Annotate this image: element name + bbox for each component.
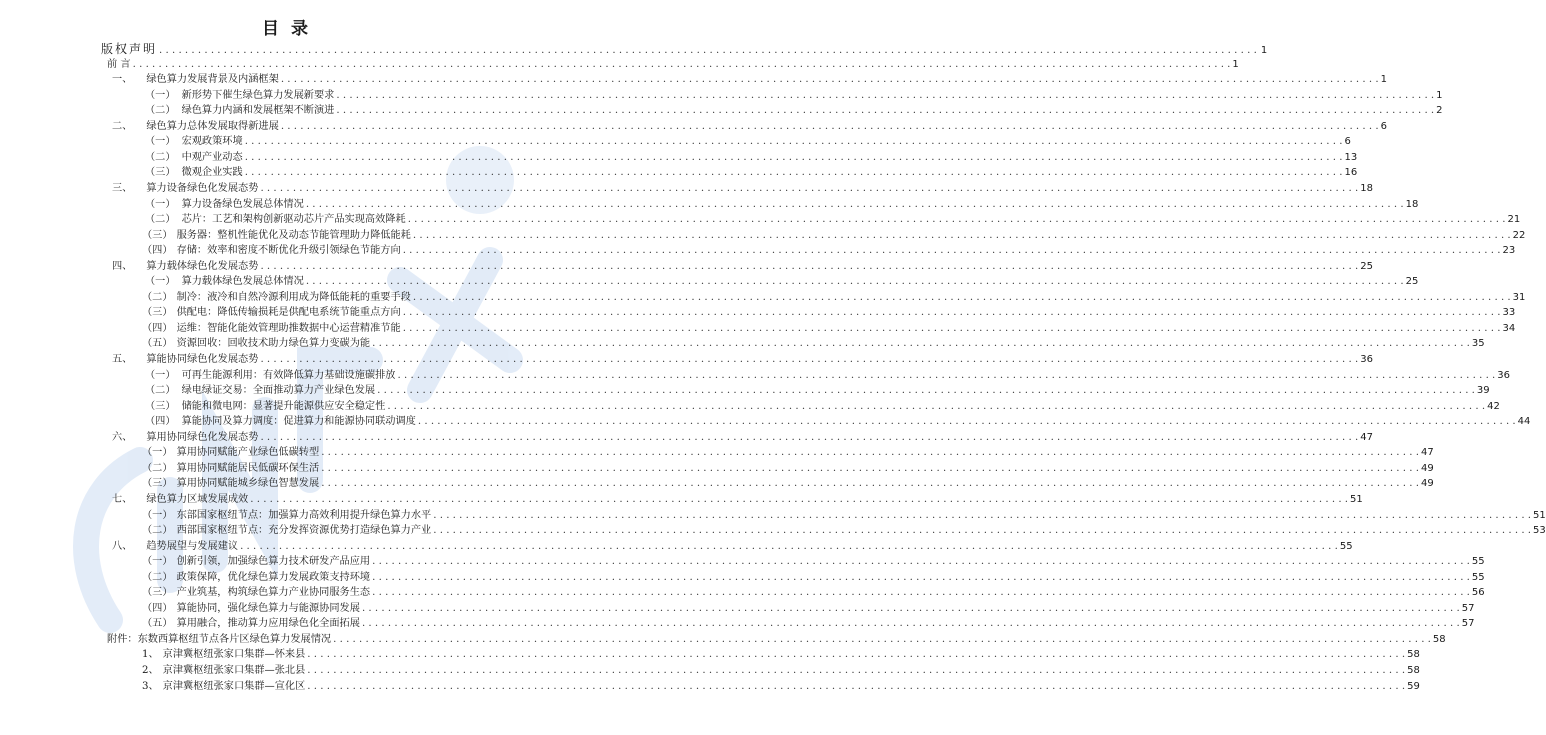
toc-entry[interactable] xyxy=(142,680,1420,694)
toc-entry[interactable] xyxy=(112,540,1353,554)
toc-leader-dots xyxy=(307,648,1405,662)
toc-page-number: 21 xyxy=(1507,214,1521,226)
toc-entry-number: （四） xyxy=(142,602,173,614)
toc-entry[interactable] xyxy=(142,244,1516,258)
toc-entry[interactable] xyxy=(145,369,1511,383)
toc-page-number: 6 xyxy=(1380,120,1387,132)
toc-entry[interactable] xyxy=(145,198,1419,212)
toc-entry[interactable] xyxy=(145,104,1443,118)
toc-entry-title: 算力载体绿色化发展态势 xyxy=(146,260,259,272)
toc-entry-number: 一、 xyxy=(112,74,133,86)
toc-entry[interactable] xyxy=(142,477,1434,491)
toc-page-number: 56 xyxy=(1471,587,1485,599)
toc-entry[interactable] xyxy=(142,664,1420,678)
toc-entry[interactable] xyxy=(107,58,1239,72)
toc-row[interactable] xyxy=(0,166,1358,180)
toc-page-number: 42 xyxy=(1487,400,1500,412)
toc-page-number: 25 xyxy=(1360,260,1373,272)
toc-leader-dots xyxy=(245,166,1343,180)
toc-row[interactable] xyxy=(0,337,1485,351)
toc-leader-dots xyxy=(321,462,1419,476)
toc-entry-number: 2、 xyxy=(142,665,159,676)
toc-entry-title: 前 言 xyxy=(107,58,131,70)
toc-entry-title: 宏观政策环境 xyxy=(181,136,243,148)
toc-entry[interactable] xyxy=(142,462,1434,476)
toc-entry-title: 算用协同绿色化发展态势 xyxy=(146,431,259,443)
toc-entry-title: 算力设备绿色化发展态势 xyxy=(146,182,259,194)
toc-leader-dots xyxy=(336,89,1434,103)
toc-row[interactable] xyxy=(0,415,1531,429)
toc-entry-number: （一） xyxy=(145,198,176,210)
toc-entry[interactable] xyxy=(145,384,1490,398)
toc-entry[interactable] xyxy=(107,633,1446,647)
toc-entry-title: 资源回收：回收技术助力绿色算力变碳为能 xyxy=(176,338,371,350)
toc-entry[interactable] xyxy=(142,648,1420,662)
toc-leader-dots xyxy=(433,509,1531,523)
toc-leader-dots xyxy=(333,633,1431,647)
toc-entry-title: 东数西算枢纽节点各片区绿色算力发展情况 xyxy=(137,633,332,645)
toc-entry-number: （五） xyxy=(142,338,173,350)
toc-leader-dots xyxy=(307,664,1405,678)
toc-page-number: 22 xyxy=(1512,229,1526,241)
toc-leader-dots xyxy=(260,431,1358,445)
toc-row[interactable] xyxy=(0,555,1485,569)
toc-row[interactable] xyxy=(0,260,1373,274)
toc-entry[interactable] xyxy=(112,353,1373,367)
toc-entry-number: 四、 xyxy=(112,260,133,272)
toc-leader-dots xyxy=(372,555,1470,569)
toc-row[interactable] xyxy=(0,353,1373,367)
toc-entry-number: 八、 xyxy=(112,540,133,552)
toc-entry-number: 附件： xyxy=(107,633,138,645)
toc-entry[interactable] xyxy=(145,135,1351,149)
toc-entry-title: 趋势展望与发展建议 xyxy=(146,540,239,552)
toc-row[interactable] xyxy=(0,120,1387,134)
toc-row[interactable] xyxy=(0,509,1546,523)
toc-entry-title: 算用协同赋能城乡绿色智慧发展 xyxy=(176,478,320,490)
toc-page-number: 58 xyxy=(1432,633,1446,645)
toc-leader-dots xyxy=(260,353,1358,367)
toc-page-number: 36 xyxy=(1497,369,1511,381)
toc-page-number: 18 xyxy=(1360,182,1373,194)
toc-entry-title: 京津冀枢纽张家口集群—宣化区 xyxy=(162,680,306,692)
toc-page-number: 49 xyxy=(1420,462,1434,474)
toc-leader-dots xyxy=(377,384,1475,398)
toc-entry-number: （一） xyxy=(142,447,173,459)
toc-entry-number: （三） xyxy=(142,587,173,599)
toc-entry-title: 算能协同绿色化发展态势 xyxy=(146,354,259,365)
toc-entry-title: 西部国家枢纽节点：充分发挥资源优势打造绿色算力产业 xyxy=(176,525,432,537)
toc-entry-number: 六、 xyxy=(112,431,133,443)
toc-row[interactable] xyxy=(0,89,1443,103)
toc-entry-number: （二） xyxy=(145,105,176,117)
toc-entry[interactable] xyxy=(112,431,1373,445)
toc-leader-dots xyxy=(321,477,1419,491)
toc-entry-number: （二） xyxy=(142,291,173,303)
toc-entry-title: 可再生能源利用：有效降低算力基础设施碳排放 xyxy=(181,369,396,381)
toc-entry-number: （三） xyxy=(142,478,173,490)
toc-entry[interactable] xyxy=(142,337,1485,351)
toc-leader-dots xyxy=(306,198,1404,212)
toc-entry-number: （三） xyxy=(145,400,176,412)
toc-entry-title: 算用融合，推动算力应用绿色化全面拓展 xyxy=(176,618,360,630)
toc-entry-title: 京津冀枢纽张家口集群—怀来县 xyxy=(162,649,306,661)
toc-entry[interactable] xyxy=(142,291,1526,305)
toc-row[interactable] xyxy=(0,42,1268,56)
toc-leader-dots xyxy=(372,571,1470,585)
toc-entry-number: 三、 xyxy=(112,182,133,194)
toc-entry-number: （一） xyxy=(145,369,176,381)
toc-row[interactable] xyxy=(0,244,1516,258)
toc-page-number: 49 xyxy=(1420,478,1434,490)
toc-entry[interactable] xyxy=(142,617,1475,631)
toc-page-number: 1 xyxy=(1380,74,1387,86)
toc-entry[interactable] xyxy=(112,73,1387,87)
toc-entry[interactable] xyxy=(145,275,1419,289)
toc-entry-number: （一） xyxy=(145,89,176,101)
toc-entry[interactable] xyxy=(142,524,1546,538)
toc-leader-dots xyxy=(336,104,1434,118)
toc-leader-dots xyxy=(362,617,1460,631)
toc-entry-title: 供配电：降低传输损耗是供配电系统节能重点方向 xyxy=(176,307,401,319)
toc-leader-dots xyxy=(260,182,1358,196)
toc-entry[interactable] xyxy=(142,571,1485,585)
toc-entry-title: 绿色算力发展背景及内涵框架 xyxy=(146,74,279,86)
toc-entry-title: 产业筑基，构筑绿色算力产业协同服务生态 xyxy=(176,587,371,599)
toc-entry-title: 版权声明 xyxy=(101,42,158,56)
toc-entry-title: 绿色算力区域发展成效 xyxy=(146,493,249,505)
toc-entry-title: 东部国家枢纽节点：加强算力高效利用提升绿色算力水平 xyxy=(176,509,432,521)
toc-leader-dots xyxy=(260,260,1358,274)
toc-entry-title: 制冷：液冷和自然冷源利用成为降低能耗的重要手段 xyxy=(176,291,411,303)
toc-row[interactable] xyxy=(0,571,1485,585)
toc-entry[interactable] xyxy=(112,260,1373,274)
toc-entry[interactable] xyxy=(142,509,1546,523)
toc-entry-title: 算力载体绿色发展总体情况 xyxy=(181,276,304,288)
toc-page-number: 51 xyxy=(1350,493,1363,505)
toc-entry-number: （一） xyxy=(145,276,176,288)
toc-page-number: 58 xyxy=(1407,665,1420,676)
toc-entry-title: 中观产业动态 xyxy=(181,151,243,163)
toc-entry[interactable] xyxy=(145,151,1358,165)
toc-page-number: 51 xyxy=(1533,509,1546,521)
toc-entry-title: 算能协同及算力调度：促进算力和能源协同联动调度 xyxy=(181,416,416,428)
toc-entry-title: 创新引领，加强绿色算力技术研发产品应用 xyxy=(176,556,371,568)
toc-page-number: 23 xyxy=(1502,245,1516,257)
toc-page-number: 1 xyxy=(1232,58,1239,70)
toc-entry-title: 政策保障，优化绿色算力发展政策支持环境 xyxy=(176,571,371,583)
toc-leader-dots xyxy=(307,680,1405,694)
toc-entry-number: 七、 xyxy=(112,493,133,505)
toc-row[interactable] xyxy=(0,462,1434,476)
toc-leader-dots xyxy=(403,244,1501,258)
toc-entry-number: （五） xyxy=(142,618,173,630)
toc-entry-title: 绿色算力内涵和发展框架不断演进 xyxy=(181,105,335,117)
toc-row[interactable] xyxy=(0,664,1420,678)
toc-entry-title: 微观企业实践 xyxy=(181,167,243,179)
toc-entry-title: 芯片：工艺和架构创新驱动芯片产品实现高效降耗 xyxy=(181,214,406,226)
toc-entry-title: 京津冀枢纽张家口集群—张北县 xyxy=(162,665,306,676)
toc-page-number: 31 xyxy=(1512,291,1526,303)
toc-entry[interactable] xyxy=(101,42,1268,58)
toc-row[interactable] xyxy=(0,306,1516,320)
toc-page-number: 36 xyxy=(1360,354,1373,365)
toc-page-number: 6 xyxy=(1344,136,1351,148)
page-title: 目 录 xyxy=(262,19,311,39)
toc-entry[interactable] xyxy=(142,446,1434,460)
toc-row[interactable] xyxy=(0,446,1434,460)
toc-leader-dots xyxy=(240,540,1338,554)
toc-page-number: 55 xyxy=(1471,571,1485,583)
toc-page-number: 47 xyxy=(1360,431,1373,443)
toc-row[interactable] xyxy=(0,369,1511,383)
toc-entry-number: （一） xyxy=(142,556,173,568)
toc-row[interactable] xyxy=(0,617,1475,631)
toc-row[interactable] xyxy=(0,400,1500,414)
toc-leader-dots xyxy=(433,524,1531,538)
toc-entry-number: （一） xyxy=(142,509,173,521)
toc-page-number: 18 xyxy=(1405,198,1419,210)
toc-row[interactable] xyxy=(0,198,1419,212)
toc-entry-title: 算力设备绿色发展总体情况 xyxy=(181,198,304,210)
toc-page-number: 58 xyxy=(1407,649,1420,661)
toc-row[interactable] xyxy=(0,477,1434,491)
toc-entry-title: 绿电绿证交易：全面推动算力产业绿色发展 xyxy=(181,385,376,397)
toc-entry[interactable] xyxy=(145,89,1443,103)
toc-entry[interactable] xyxy=(142,322,1516,336)
toc-page-number: 44 xyxy=(1517,416,1531,428)
toc-leader-dots xyxy=(413,291,1511,305)
toc-page-number: 47 xyxy=(1420,447,1434,459)
toc-entry-title: 新形势下催生绿色算力发展新要求 xyxy=(181,89,335,101)
toc-leader-dots xyxy=(408,213,1506,227)
toc-page-number: 1 xyxy=(1260,45,1268,56)
toc-entry-number: （二） xyxy=(145,151,176,163)
toc-row[interactable] xyxy=(0,586,1485,600)
toc-page-number: 55 xyxy=(1339,540,1353,552)
toc-leader-dots xyxy=(245,135,1343,149)
toc-page-number: 57 xyxy=(1461,602,1475,614)
toc-row[interactable] xyxy=(0,135,1351,149)
toc-page-number: 1 xyxy=(1436,89,1443,101)
toc-entry-number: （三） xyxy=(145,167,176,179)
toc-entry-number: （二） xyxy=(142,462,173,474)
toc-row[interactable] xyxy=(0,322,1516,336)
toc-entry[interactable] xyxy=(145,400,1500,414)
toc-leader-dots xyxy=(133,58,1231,72)
toc-leader-dots xyxy=(321,446,1419,460)
toc-row[interactable] xyxy=(0,73,1387,87)
toc-page-number: 33 xyxy=(1502,307,1516,319)
toc-row[interactable] xyxy=(0,275,1419,289)
toc-entry[interactable] xyxy=(142,555,1485,569)
toc-row[interactable] xyxy=(0,493,1363,507)
toc-entry-number: （二） xyxy=(142,525,173,537)
toc-leader-dots xyxy=(387,400,1485,414)
toc-entry[interactable] xyxy=(112,493,1363,507)
toc-entry-title: 绿色算力总体发展取得新进展 xyxy=(146,120,279,132)
toc-row[interactable] xyxy=(0,431,1373,445)
toc-page-number: 25 xyxy=(1405,276,1419,288)
toc-row[interactable] xyxy=(0,648,1420,662)
toc-entry[interactable] xyxy=(142,229,1526,243)
toc-entry[interactable] xyxy=(145,166,1358,180)
toc-leader-dots xyxy=(372,586,1470,600)
toc-entry[interactable] xyxy=(145,415,1531,429)
toc-entry-title: 服务器：整机性能优化及动态节能管理助力降低能耗 xyxy=(176,229,411,241)
toc-entry-title: 储能和微电网：显著提升能源供应安全稳定性 xyxy=(181,400,386,412)
toc-leader-dots xyxy=(413,229,1511,243)
toc-row[interactable] xyxy=(0,151,1358,165)
toc-leader-dots xyxy=(403,322,1501,336)
toc-entry-title: 算能协同，强化绿色算力与能源协同发展 xyxy=(176,602,360,614)
toc-row[interactable] xyxy=(0,58,1239,72)
toc-entry-number: （三） xyxy=(142,307,173,319)
toc-entry[interactable] xyxy=(142,602,1475,616)
toc-row[interactable] xyxy=(0,104,1443,118)
toc-entry-number: 1、 xyxy=(142,649,159,661)
toc-leader-dots xyxy=(403,306,1501,320)
toc-entry[interactable] xyxy=(142,306,1516,320)
toc-entry-number: （二） xyxy=(145,214,176,226)
toc-entry-number: （二） xyxy=(142,571,173,583)
toc-entry-number: （二） xyxy=(145,385,176,397)
toc-leader-dots xyxy=(418,415,1516,429)
toc-leader-dots xyxy=(250,493,1348,507)
toc-entry-number: （四） xyxy=(142,245,173,257)
toc-page-number: 35 xyxy=(1471,338,1485,350)
toc-leader-dots xyxy=(281,120,1379,134)
toc-row[interactable] xyxy=(0,633,1446,647)
toc-page-number: 55 xyxy=(1471,556,1485,568)
toc-page-number: 2 xyxy=(1436,105,1443,117)
toc-row[interactable] xyxy=(0,229,1526,243)
toc-row[interactable] xyxy=(0,213,1521,227)
toc-entry-number: （一） xyxy=(145,136,176,148)
toc-row[interactable] xyxy=(0,182,1373,196)
toc-entry-title: 算用协同赋能产业绿色低碳转型 xyxy=(176,447,320,459)
toc-leader-dots xyxy=(281,73,1379,87)
toc-entry-number: （四） xyxy=(145,416,176,428)
toc-page-number: 53 xyxy=(1533,525,1546,537)
toc-entry[interactable] xyxy=(142,586,1485,600)
toc-row[interactable] xyxy=(0,384,1490,398)
toc-leader-dots xyxy=(306,275,1404,289)
toc-page-number: 57 xyxy=(1461,618,1475,630)
toc-entry-title: 算用协同赋能居民低碳环保生活 xyxy=(176,462,320,474)
toc-leader-dots xyxy=(245,151,1343,165)
toc-entry[interactable] xyxy=(112,120,1387,134)
toc-leader-dots xyxy=(362,602,1460,616)
toc-row[interactable] xyxy=(0,524,1546,538)
toc-leader-dots xyxy=(159,44,1257,58)
toc-row[interactable] xyxy=(0,602,1475,616)
toc-entry-title: 存储：效率和密度不断优化升级引领绿色节能方向 xyxy=(176,245,401,257)
toc-entry[interactable] xyxy=(145,213,1521,227)
toc-leader-dots xyxy=(372,337,1470,351)
toc-entry-title: 运维：智能化能效管理助推数据中心运营精准节能 xyxy=(176,322,401,334)
toc-leader-dots xyxy=(398,369,1496,383)
toc-entry-number: （三） xyxy=(142,229,173,241)
toc-entry[interactable] xyxy=(112,182,1373,196)
toc-page-number: 59 xyxy=(1407,680,1420,692)
toc-entry-number: （四） xyxy=(142,322,173,334)
toc-page-number: 13 xyxy=(1344,151,1358,163)
toc-page-number: 16 xyxy=(1344,167,1358,179)
toc-entry-number: 3、 xyxy=(142,680,159,692)
toc-page-number: 39 xyxy=(1476,385,1490,397)
toc-entry-number: 五、 xyxy=(112,354,133,365)
toc-row[interactable] xyxy=(0,291,1526,305)
toc-row[interactable] xyxy=(0,540,1353,554)
toc-page-number: 34 xyxy=(1502,322,1516,334)
toc-entry-number: 二、 xyxy=(112,120,133,132)
toc-row[interactable] xyxy=(0,680,1420,694)
